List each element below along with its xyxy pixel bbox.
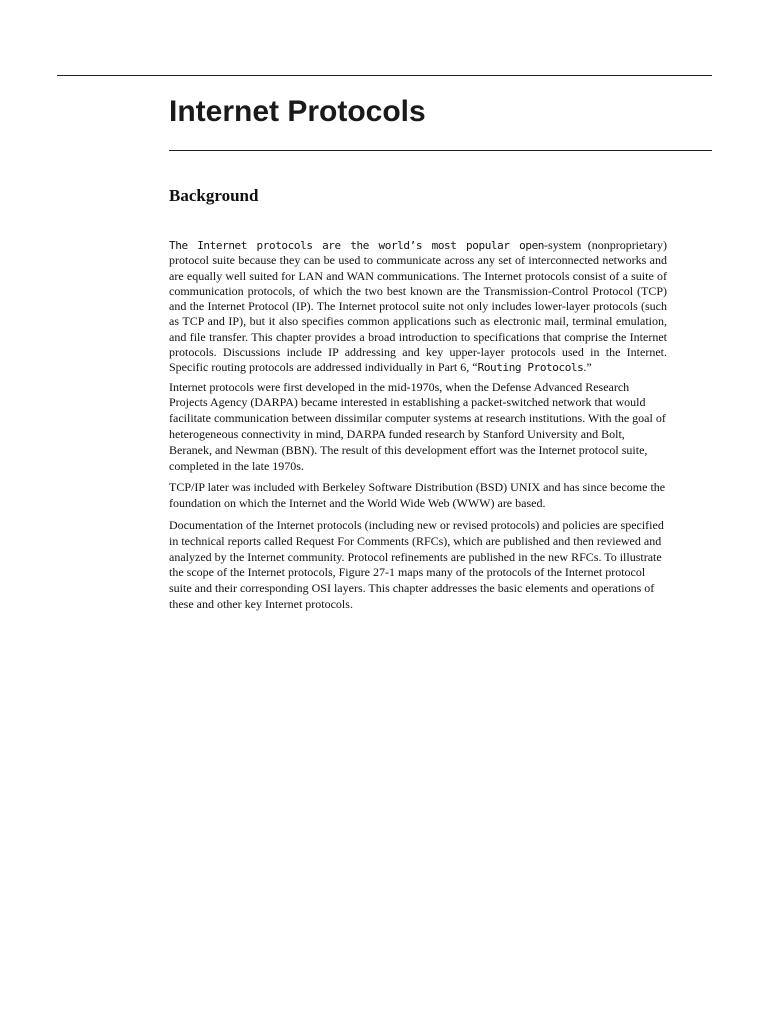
paragraph-intro	[169, 238, 667, 376]
routing-protocols-reference: Routing Protocols	[477, 361, 584, 375]
intro-body-text: -system (nonproprietary) protocol suite because they can be used to communicate across any set of interconnected networks and are equally well suited for LAN and WAN communications. The Internet protocols consist of a suite of communication protocols, of which the two best known are the Transmission-Control Protocol (TCP) and the Internet Protocol (IP). The Internet protocol suite not only includes lower-layer protocols (such as TCP and IP), but it also specifies common applications such as electronic mail, terminal emulation, and file transfer. This chapter provides a broad introduction to specifications that comprise the Internet protocols. Discussions include IP addressing and key upper-layer protocols used in the Internet. Specific routing protocols are addressed individually in Part 6, “	[169, 238, 667, 375]
intro-end-text: .”	[583, 360, 592, 375]
section-heading: Background	[169, 186, 259, 205]
paragraph-rfcs: Documentation of the Internet protocols (including new or revised protocols) and policies are specified in technical reports called Request For Comments (RFCs), which are published and then reviewed and analyzed by the Internet community. Protocol refinements are published in the new RFCs. To illustrate the scope of the Internet protocols, Figure 27-1 maps many of the protocols of the Internet protocol suite and their corresponding OSI layers. This chapter addresses the basic elements and operations of these and other key Internet protocols.	[169, 518, 664, 612]
paragraph-bsd: TCP/IP later was included with Berkeley Software Distribution (BSD) UNIX and has since become the foundation on which the Internet and the World Wide Web (WWW) are based.	[169, 480, 666, 511]
top-rule	[57, 75, 712, 76]
chapter-title: Internet Protocols	[169, 95, 426, 128]
body-text	[169, 238, 667, 613]
paragraph-history: Internet protocols were first developed in the mid-1970s, when the Defense Advanced Research Projects Agency (DARPA) became interested in establishing a packet-switched network that would facilitate communication between dissimilar computer systems at research institutions. With the goal of heterogeneous connectivity in mind, DARPA funded research by Stanford University and Bolt, Beranek, and Newman (BBN). The result of this development effort was the Internet protocol suite, completed in the late 1970s.	[169, 379, 666, 473]
intro-lead-text: The Internet protocols are the world’s most popular open	[169, 239, 545, 252]
title-rule	[169, 150, 712, 151]
